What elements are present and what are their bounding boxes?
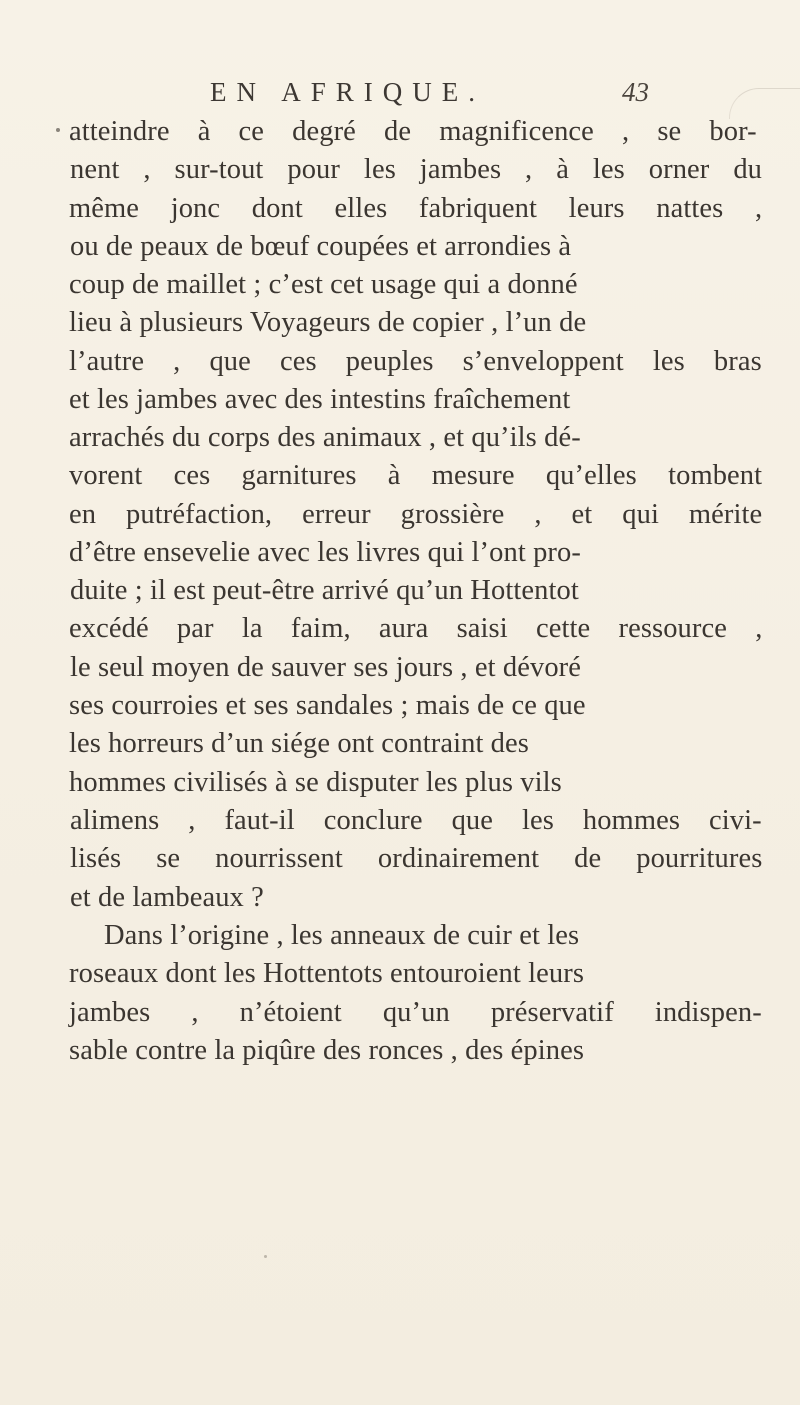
text-line: d’être ensevelie avec les livres qui l’ont pro- xyxy=(69,537,581,568)
text-line: le seul moyen de sauver ses jours , et dévoré xyxy=(70,652,582,683)
text-line: et les jambes avec des intestins fraîchement xyxy=(69,384,571,415)
text-line: duite ; il est peut-être arrivé qu’un Hottentot xyxy=(70,575,579,606)
text-line: l’autre , que ces peuples s’enveloppent les bras xyxy=(69,346,762,377)
text-line: coup de maillet ; c’est cet usage qui a donné xyxy=(69,269,578,300)
margin-mark xyxy=(56,128,60,132)
text-line: et de lambeaux ? xyxy=(70,882,264,913)
text-line: hommes civilisés à se disputer les plus vils xyxy=(69,767,562,798)
text-line: jambes , n’étoient qu’un préservatif indispen- xyxy=(69,997,762,1028)
text-line: roseaux dont les Hottentots entouroient leurs xyxy=(69,958,585,989)
text-line: arrachés du corps des animaux , et qu’ils dé- xyxy=(69,422,581,453)
running-head xyxy=(0,77,800,117)
text-line: sable contre la piqûre des ronces , des épines xyxy=(69,1035,585,1066)
text-line: en putréfaction, erreur grossière , et qui mérite xyxy=(69,499,763,530)
text-line: excédé par la faim, aura saisi cette ressource , xyxy=(69,613,763,644)
text-line: nent , sur-tout pour les jambes , à les orner du xyxy=(70,154,763,185)
page-number: 43 xyxy=(622,77,649,107)
text-line: les horreurs d’un siége ont contraint des xyxy=(69,728,529,759)
text-line: ses courroies et ses sandales ; mais de ce que xyxy=(69,690,586,721)
text-line: alimens , faut-il conclure que les hommes civi- xyxy=(70,805,762,836)
text-line: atteindre à ce degré de magnificence , se bor- xyxy=(69,116,757,147)
text-line: même jonc dont elles fabriquent leurs nattes , xyxy=(69,193,763,224)
text-line: vorent ces garnitures à mesure qu’elles tombent xyxy=(69,460,763,491)
text-line: lisés se nourrissent ordinairement de pourritures xyxy=(70,843,763,874)
text-line: lieu à plusieurs Voyageurs de copier , l’un de xyxy=(69,307,587,338)
text-line: ou de peaux de bœuf coupées et arrondies à xyxy=(70,231,572,262)
text-line: Dans l’origine , les anneaux de cuir et les xyxy=(104,920,580,951)
paper-speck xyxy=(264,1255,267,1258)
running-title: EN AFRIQUE. xyxy=(210,77,486,107)
